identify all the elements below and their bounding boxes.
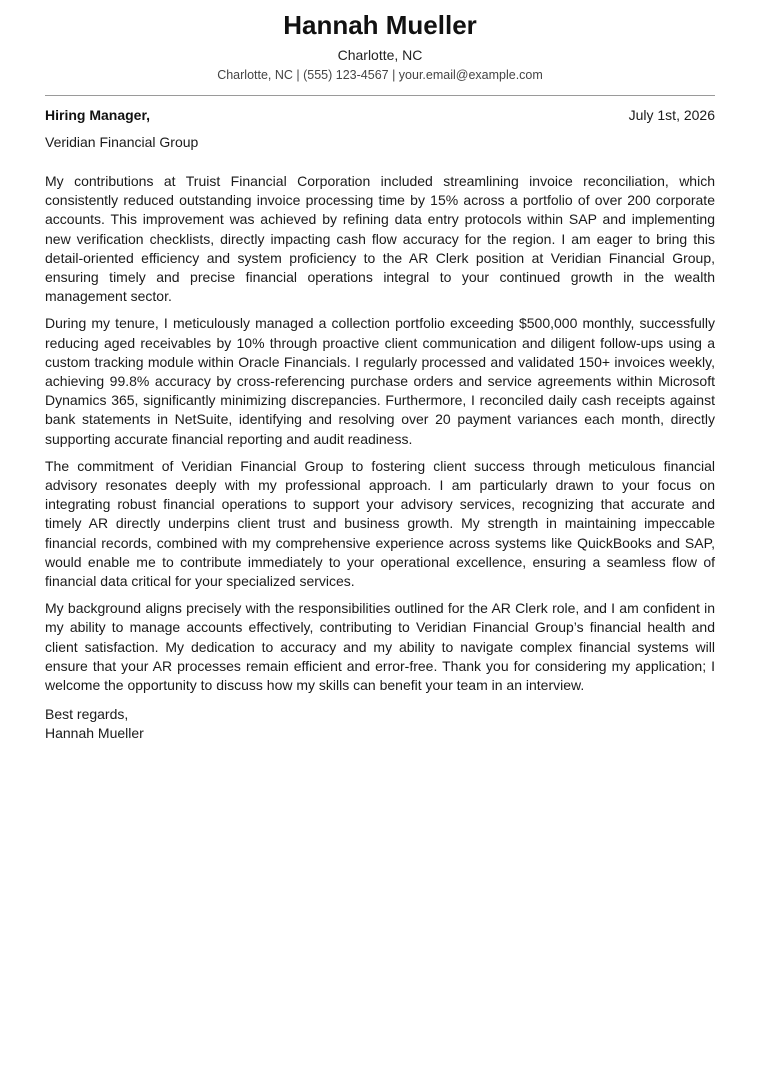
closing-signoff: Best regards, (45, 706, 129, 723)
sender-city: Charlotte, NC (337, 47, 423, 63)
recipient-salutation: Hiring Manager, (45, 107, 151, 123)
header-divider (45, 95, 715, 96)
body-paragraph: My contributions at Truist Financial Corporation included streamlining invoice reconciliation, which consistently reduced outstanding invoice processing time by 15% across a portfolio of over 200 corporate accounts. This improvement was achieved by refining data entry protocols within SAP and implementing new verification checklists, directly impacting cash flow accuracy for the region. I am eager to bring this detail-oriented efficiency and system proficiency to the AR Clerk position at Veridian Financial Group, ensuring timely and precise financial operations integral to your continued growth in the wealth management sector. (45, 173, 715, 305)
sender-name: Hannah Mueller (283, 10, 477, 40)
closing-signature: Hannah Mueller (45, 725, 144, 742)
sender-contact-line: Charlotte, NC | (555) 123-4567 | your.email@example.com (217, 68, 543, 82)
body-paragraph: During my tenure, I meticulously managed a collection portfolio exceeding $500,000 monthly, successfully reducing aged receivables by 10% through proactive client communication and diligent follow-ups using a custom tracking module within Oracle Financials. I regularly processed and validated 150+ invoices weekly, achieving 99.8% accuracy by cross-referencing purchase orders and service agreements within Microsoft Dynamics 365, significantly minimizing discrepancies. Furthermore, I reconciled daily cash receipts against bank statements in NetSuite, identifying and resolving over 20 payment variances each month, directly supporting accurate financial reporting and audit readiness. (45, 315, 715, 447)
letter-header (45, 0, 715, 83)
body-paragraph: The commitment of Veridian Financial Group to fostering client success through meticulous financial advisory resonates deeply with my professional approach. I am particularly drawn to your focus on integrating robust financial operations to support your advisory services, recognizing that accurate and timely AR directly underpins client trust and business growth. My strength in maintaining impeccable financial records, combined with my comprehensive experience across systems like QuickBooks and SAP, would enable me to contribute immediately to your operational excellence, ensuring a seamless flow of financial data critical for your specialized services. (45, 457, 715, 590)
recipient-company: Veridian Financial Group (45, 134, 199, 150)
letter-body (45, 172, 715, 695)
letter-closing (45, 705, 715, 743)
recipient-row (45, 106, 715, 125)
letter-date: July 1st, 2026 (628, 107, 715, 123)
body-paragraph: My background aligns precisely with the responsibilities outlined for the AR Clerk role, and I am confident in my ability to manage accounts effectively, contributing to Veridian Financial Group’s financial health and client satisfaction. My dedication to accuracy and my ability to navigate complex financial systems will ensure that your AR processes remain efficient and error-free. Thank you for considering my application; I welcome the opportunity to discuss how my skills can benefit your team in an interview. (45, 600, 715, 694)
